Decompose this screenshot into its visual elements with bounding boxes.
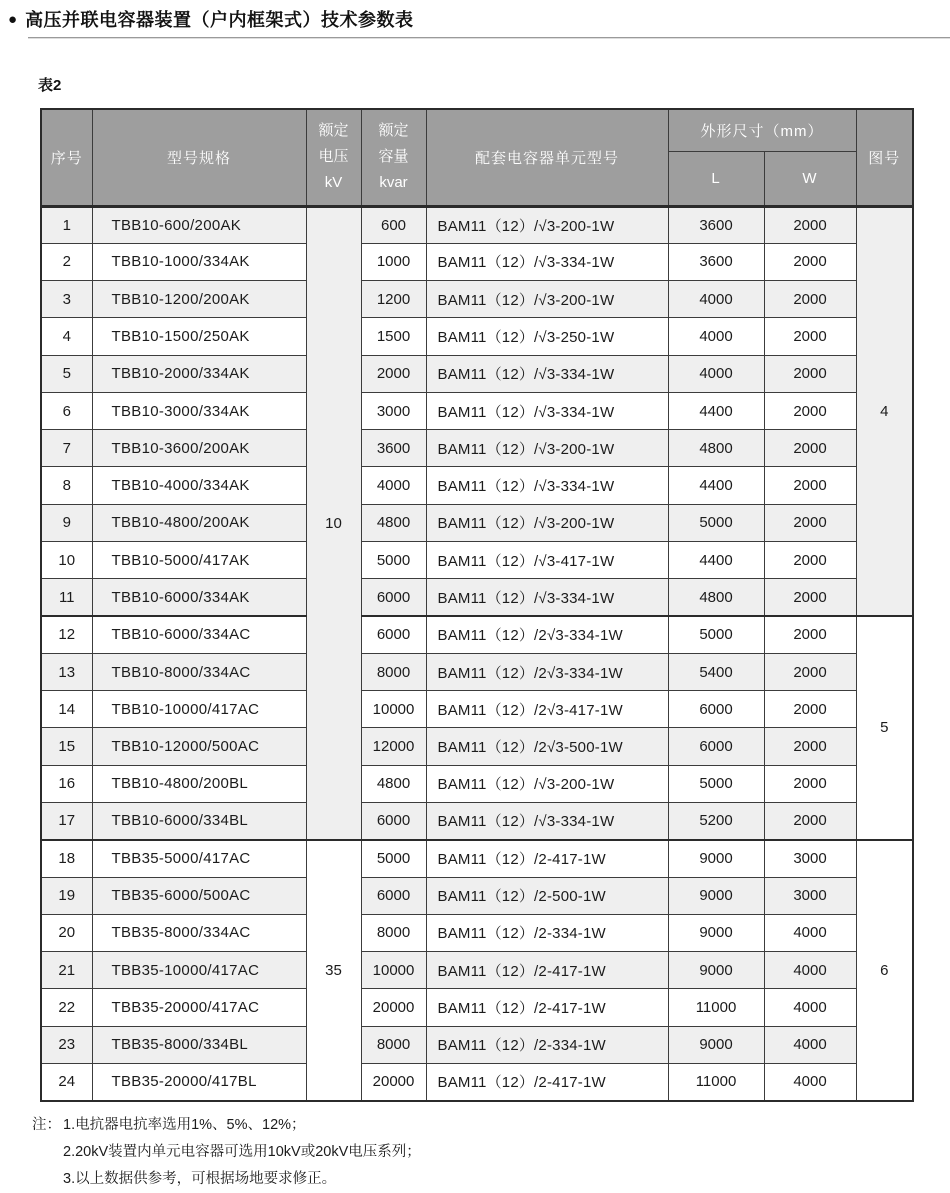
title-divider xyxy=(28,37,950,39)
cell-width: 4000 xyxy=(764,1063,856,1100)
cell-width: 3000 xyxy=(764,840,856,877)
table-row xyxy=(41,355,913,392)
cell-capacity: 4800 xyxy=(361,765,426,802)
cell-index: 16 xyxy=(41,765,92,802)
header-capacity-line2: 容量 xyxy=(378,148,409,166)
cell-width: 4000 xyxy=(764,989,856,1026)
cell-unit-model: BAM11（12）/2-417-1W xyxy=(426,840,668,877)
header-unit-model: 配套电容器单元型号 xyxy=(426,109,668,206)
table-row xyxy=(41,803,913,840)
notes-prefix: 注： xyxy=(32,1117,61,1133)
cell-model: TBB10-5000/417AK xyxy=(92,542,306,579)
cell-model: TBB10-2000/334AK xyxy=(92,355,306,392)
cell-length: 11000 xyxy=(668,1063,764,1100)
header-model: 型号规格 xyxy=(92,109,306,206)
cell-index: 14 xyxy=(41,691,92,728)
cell-unit-model: BAM11（12）/2-500-1W xyxy=(426,877,668,914)
cell-model: TBB10-3600/200AK xyxy=(92,430,306,467)
cell-capacity: 4000 xyxy=(361,467,426,504)
cell-length: 5400 xyxy=(668,653,764,690)
cell-length: 4800 xyxy=(668,579,764,616)
cell-unit-model: BAM11（12）/2√3-334-1W xyxy=(426,616,668,653)
cell-model: TBB35-5000/417AC xyxy=(92,840,306,877)
cell-unit-model: BAM11（12）/√3-200-1W xyxy=(426,504,668,541)
cell-width: 2000 xyxy=(764,653,856,690)
table-row xyxy=(41,542,913,579)
cell-unit-model: BAM11（12）/√3-334-1W xyxy=(426,355,668,392)
table-body xyxy=(41,206,913,1101)
cell-model: TBB35-20000/417AC xyxy=(92,989,306,1026)
cell-voltage: 35 xyxy=(306,840,361,1101)
header-dimensions: 外形尺寸（mm） xyxy=(668,109,856,151)
cell-capacity: 1200 xyxy=(361,281,426,318)
cell-width: 4000 xyxy=(764,1026,856,1063)
cell-width: 2000 xyxy=(764,616,856,653)
cell-capacity: 8000 xyxy=(361,914,426,951)
cell-length: 5000 xyxy=(668,504,764,541)
cell-length: 3600 xyxy=(668,206,764,243)
page-header xyxy=(8,6,414,32)
cell-index: 4 xyxy=(41,318,92,355)
cell-model: TBB10-12000/500AC xyxy=(92,728,306,765)
cell-length: 4000 xyxy=(668,355,764,392)
cell-width: 2000 xyxy=(764,392,856,429)
table-row xyxy=(41,989,913,1026)
notes-lines xyxy=(63,1112,421,1193)
cell-capacity: 6000 xyxy=(361,579,426,616)
table-row xyxy=(41,653,913,690)
cell-unit-model: BAM11（12）/√3-200-1W xyxy=(426,206,668,243)
cell-length: 6000 xyxy=(668,691,764,728)
cell-model: TBB10-3000/334AK xyxy=(92,392,306,429)
cell-length: 5000 xyxy=(668,765,764,802)
spec-table xyxy=(40,108,914,1102)
cell-model: TBB10-6000/334BL xyxy=(92,803,306,840)
cell-figure: 5 xyxy=(856,616,913,840)
cell-length: 5200 xyxy=(668,803,764,840)
cell-length: 11000 xyxy=(668,989,764,1026)
cell-unit-model: BAM11（12）/2-334-1W xyxy=(426,1026,668,1063)
cell-index: 19 xyxy=(41,877,92,914)
cell-length: 4000 xyxy=(668,318,764,355)
cell-index: 20 xyxy=(41,914,92,951)
table-row xyxy=(41,1026,913,1063)
cell-model: TBB10-1000/334AK xyxy=(92,243,306,280)
table-label: 表2 xyxy=(38,77,62,94)
cell-capacity: 1500 xyxy=(361,318,426,355)
cell-length: 4400 xyxy=(668,467,764,504)
cell-capacity: 6000 xyxy=(361,803,426,840)
cell-length: 9000 xyxy=(668,877,764,914)
cell-model: TBB10-1500/250AK xyxy=(92,318,306,355)
cell-index: 23 xyxy=(41,1026,92,1063)
cell-unit-model: BAM11（12）/√3-200-1W xyxy=(426,281,668,318)
cell-length: 4800 xyxy=(668,430,764,467)
page-title: 高压并联电容器装置（户内框架式）技术参数表 xyxy=(25,10,414,30)
header-dim-l: L xyxy=(668,151,764,206)
cell-capacity: 10000 xyxy=(361,691,426,728)
cell-capacity: 600 xyxy=(361,206,426,243)
cell-index: 22 xyxy=(41,989,92,1026)
cell-capacity: 10000 xyxy=(361,952,426,989)
cell-width: 4000 xyxy=(764,914,856,951)
cell-capacity: 8000 xyxy=(361,653,426,690)
cell-capacity: 3600 xyxy=(361,430,426,467)
cell-index: 11 xyxy=(41,579,92,616)
header-voltage-line2: 电压 xyxy=(318,148,349,166)
cell-width: 2000 xyxy=(764,430,856,467)
cell-unit-model: BAM11（12）/2-417-1W xyxy=(426,989,668,1026)
cell-index: 9 xyxy=(41,504,92,541)
table-row xyxy=(41,914,913,951)
cell-model: TBB35-10000/417AC xyxy=(92,952,306,989)
bullet-icon: ● xyxy=(8,10,18,28)
cell-index: 2 xyxy=(41,243,92,280)
table-row xyxy=(41,392,913,429)
cell-width: 3000 xyxy=(764,877,856,914)
table-row xyxy=(41,728,913,765)
note-line: 1.电抗器电抗率选用1%、5%、12%； xyxy=(63,1117,306,1133)
cell-model: TBB10-4000/334AK xyxy=(92,467,306,504)
cell-index: 24 xyxy=(41,1063,92,1100)
cell-index: 8 xyxy=(41,467,92,504)
cell-length: 9000 xyxy=(668,1026,764,1063)
header-dim-w: W xyxy=(764,151,856,206)
cell-width: 2000 xyxy=(764,691,856,728)
header-voltage-line3: kV xyxy=(324,174,343,192)
cell-capacity: 6000 xyxy=(361,616,426,653)
cell-capacity: 20000 xyxy=(361,1063,426,1100)
header-index: 序号 xyxy=(41,109,92,206)
table-row xyxy=(41,616,913,653)
cell-unit-model: BAM11（12）/√3-334-1W xyxy=(426,467,668,504)
cell-width: 2000 xyxy=(764,318,856,355)
cell-capacity: 2000 xyxy=(361,355,426,392)
cell-index: 6 xyxy=(41,392,92,429)
cell-capacity: 12000 xyxy=(361,728,426,765)
cell-model: TBB10-8000/334AC xyxy=(92,653,306,690)
cell-width: 2000 xyxy=(764,206,856,243)
cell-unit-model: BAM11（12）/√3-334-1W xyxy=(426,803,668,840)
cell-capacity: 20000 xyxy=(361,989,426,1026)
notes xyxy=(32,1112,421,1193)
table-row xyxy=(41,504,913,541)
table-row xyxy=(41,952,913,989)
cell-index: 7 xyxy=(41,430,92,467)
cell-model: TBB35-20000/417BL xyxy=(92,1063,306,1100)
cell-unit-model: BAM11（12）/2√3-500-1W xyxy=(426,728,668,765)
cell-model: TBB35-6000/500AC xyxy=(92,877,306,914)
cell-unit-model: BAM11（12）/√3-334-1W xyxy=(426,579,668,616)
cell-unit-model: BAM11（12）/2√3-334-1W xyxy=(426,653,668,690)
cell-model: TBB10-10000/417AC xyxy=(92,691,306,728)
cell-model: TBB10-6000/334AC xyxy=(92,616,306,653)
cell-index: 18 xyxy=(41,840,92,877)
table-row xyxy=(41,765,913,802)
header-voltage-line1: 额定 xyxy=(318,122,349,140)
cell-width: 2000 xyxy=(764,579,856,616)
cell-model: TBB35-8000/334BL xyxy=(92,1026,306,1063)
table-row xyxy=(41,579,913,616)
cell-unit-model: BAM11（12）/√3-200-1W xyxy=(426,430,668,467)
cell-model: TBB10-1200/200AK xyxy=(92,281,306,318)
cell-model: TBB10-6000/334AK xyxy=(92,579,306,616)
cell-unit-model: BAM11（12）/2-334-1W xyxy=(426,914,668,951)
cell-length: 4400 xyxy=(668,392,764,429)
table-row xyxy=(41,840,913,877)
table-row xyxy=(41,318,913,355)
table-row xyxy=(41,691,913,728)
cell-capacity: 4800 xyxy=(361,504,426,541)
cell-unit-model: BAM11（12）/√3-334-1W xyxy=(426,243,668,280)
cell-width: 2000 xyxy=(764,467,856,504)
cell-width: 2000 xyxy=(764,803,856,840)
cell-width: 2000 xyxy=(764,355,856,392)
cell-unit-model: BAM11（12）/√3-250-1W xyxy=(426,318,668,355)
cell-index: 21 xyxy=(41,952,92,989)
cell-length: 3600 xyxy=(668,243,764,280)
cell-voltage: 10 xyxy=(306,206,361,840)
cell-index: 10 xyxy=(41,542,92,579)
cell-capacity: 1000 xyxy=(361,243,426,280)
cell-capacity: 8000 xyxy=(361,1026,426,1063)
cell-capacity: 5000 xyxy=(361,542,426,579)
cell-length: 4400 xyxy=(668,542,764,579)
cell-unit-model: BAM11（12）/2-417-1W xyxy=(426,1063,668,1100)
cell-length: 9000 xyxy=(668,840,764,877)
cell-model: TBB35-8000/334AC xyxy=(92,914,306,951)
header-figure: 图号 xyxy=(856,109,913,206)
note-line: 2.20kV装置内单元电容器可选用10kV或20kV电压系列； xyxy=(63,1144,421,1160)
cell-index: 1 xyxy=(41,206,92,243)
cell-figure: 4 xyxy=(856,206,913,616)
header-capacity-line3: kvar xyxy=(379,174,408,192)
cell-unit-model: BAM11（12）/2-417-1W xyxy=(426,952,668,989)
cell-index: 5 xyxy=(41,355,92,392)
cell-width: 2000 xyxy=(764,542,856,579)
table-header xyxy=(41,109,913,206)
table-row xyxy=(41,206,913,243)
cell-length: 5000 xyxy=(668,616,764,653)
cell-index: 12 xyxy=(41,616,92,653)
cell-length: 6000 xyxy=(668,728,764,765)
cell-capacity: 6000 xyxy=(361,877,426,914)
cell-model: TBB10-4800/200AK xyxy=(92,504,306,541)
cell-width: 2000 xyxy=(764,281,856,318)
cell-width: 2000 xyxy=(764,504,856,541)
cell-unit-model: BAM11（12）/√3-200-1W xyxy=(426,765,668,802)
table-row xyxy=(41,877,913,914)
note-line: 3.以上数据供参考，可根据场地要求修正。 xyxy=(63,1171,337,1187)
cell-unit-model: BAM11（12）/√3-334-1W xyxy=(426,392,668,429)
cell-unit-model: BAM11（12）/√3-417-1W xyxy=(426,542,668,579)
cell-model: TBB10-4800/200BL xyxy=(92,765,306,802)
header-voltage xyxy=(306,109,361,206)
table-row xyxy=(41,1063,913,1100)
cell-index: 13 xyxy=(41,653,92,690)
cell-index: 15 xyxy=(41,728,92,765)
table-row xyxy=(41,281,913,318)
cell-width: 2000 xyxy=(764,243,856,280)
cell-model: TBB10-600/200AK xyxy=(92,206,306,243)
cell-index: 3 xyxy=(41,281,92,318)
cell-index: 17 xyxy=(41,803,92,840)
cell-length: 9000 xyxy=(668,952,764,989)
header-capacity xyxy=(361,109,426,206)
cell-length: 9000 xyxy=(668,914,764,951)
cell-width: 2000 xyxy=(764,728,856,765)
cell-width: 4000 xyxy=(764,952,856,989)
cell-width: 2000 xyxy=(764,765,856,802)
cell-unit-model: BAM11（12）/2√3-417-1W xyxy=(426,691,668,728)
cell-length: 4000 xyxy=(668,281,764,318)
cell-figure: 6 xyxy=(856,840,913,1101)
table-row xyxy=(41,467,913,504)
header-capacity-line1: 额定 xyxy=(378,122,409,140)
table-row xyxy=(41,430,913,467)
cell-capacity: 5000 xyxy=(361,840,426,877)
table-row xyxy=(41,243,913,280)
cell-capacity: 3000 xyxy=(361,392,426,429)
